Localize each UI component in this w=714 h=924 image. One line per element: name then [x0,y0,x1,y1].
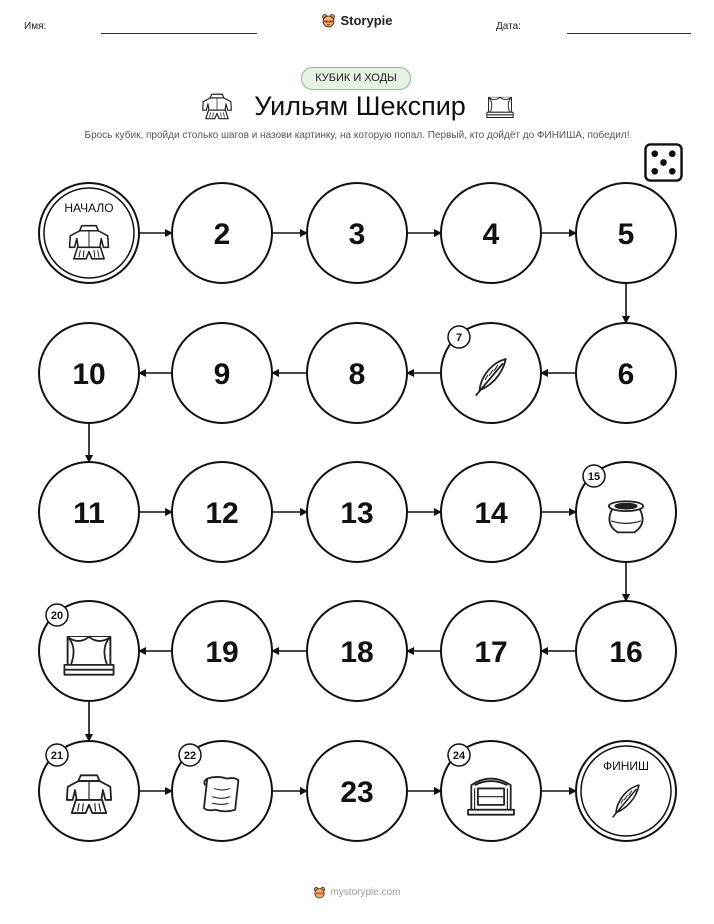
cell-number: 12 [205,497,239,530]
cell-number-badge: 15 [587,471,601,483]
board-cell-20 [39,601,139,701]
board-cell-12 [172,462,272,562]
cell-number: 19 [205,636,239,669]
board-cell-3 [307,183,407,283]
board-cell-4 [441,183,541,283]
scroll-icon [204,777,238,811]
storypie-mascot-icon [313,886,326,899]
cell-number: 16 [609,636,643,669]
game-type-badge: КУБИК И ХОДЫ [301,67,411,90]
cell-number-badge: 22 [183,750,197,762]
cell-number: 4 [482,218,500,251]
board-cell-13 [307,462,407,562]
cell-number: 6 [617,358,635,391]
cell-number: 3 [348,218,366,251]
inkpot-icon [609,501,643,532]
board-cell-25 [576,741,676,841]
cell-number: 2 [213,218,231,251]
board-cell-16 [576,601,676,701]
board-cell-8 [307,323,407,423]
cell-number: 8 [348,358,366,391]
instructions-text: Брось кубик, пройди столько шагов и назови картинку, на которую попал. Первый, кто дойдёт до ФИНИША, победил! [84,130,630,141]
board-cell-23 [307,741,407,841]
board-cell-6 [576,323,676,423]
cell-number: 17 [474,636,508,669]
board-cell-2 [172,183,272,283]
date-label: Дата: [496,21,521,32]
board-cell-7 [441,323,541,423]
cell-number: 23 [340,776,374,809]
board-cell-14 [441,462,541,562]
cell-number: 9 [213,358,231,391]
board-cell-5 [576,183,676,283]
board-cell-24 [441,741,541,841]
cell-number-badge: 24 [452,750,466,762]
start-label: НАЧАЛО [64,201,114,215]
cell-number: 13 [340,497,374,530]
board-cell-10 [39,323,139,423]
stage-icon [64,637,113,675]
cell-number: 14 [474,497,508,530]
cell-number: 10 [72,358,106,391]
board-cell-22 [172,741,272,841]
board-cell-9 [172,323,272,423]
footer-url: mystorypie.com [330,887,401,898]
brand-name: Storypie [340,13,393,28]
finish-label: ФИНИШ [602,759,650,773]
theatre-icon [468,779,514,815]
board-cell-21 [39,741,139,841]
name-label: Имя: [24,21,47,32]
board-cell-19 [172,601,272,701]
board-cell-17 [441,601,541,701]
cell-number: 18 [340,636,374,669]
board-cell-1 [39,183,139,283]
title-text: Уильям Шекспир [254,91,466,121]
board-cell-11 [39,462,139,562]
cell-number-badge: 21 [50,750,64,762]
board-cell-18 [307,601,407,701]
board-cell-15 [576,462,676,562]
cell-number: 11 [73,497,105,530]
cell-number-badge: 7 [455,332,463,344]
cell-number-badge: 20 [50,610,64,622]
footer [0,886,714,904]
cell-number: 5 [617,218,635,251]
